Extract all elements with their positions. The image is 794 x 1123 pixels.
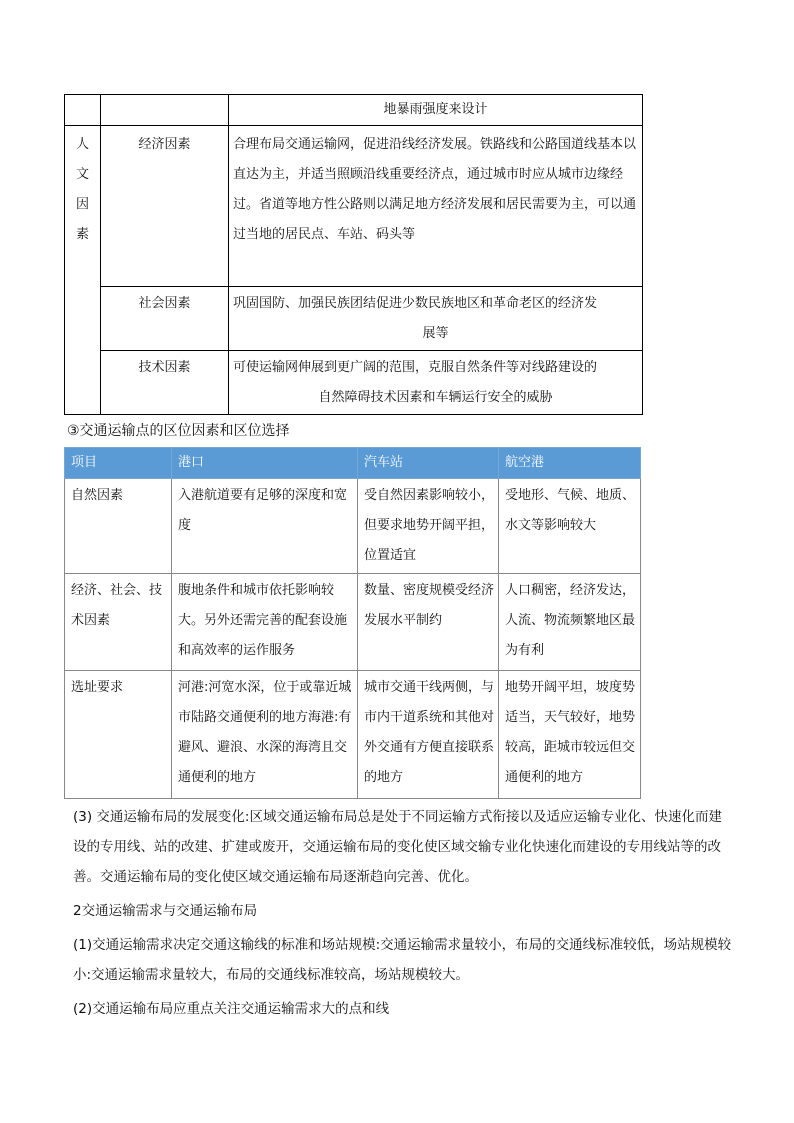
table-cell: 河港:河宽水深，位于或靠近城市陆路交通便利的地方海港:有避风、避浪、水深的海湾且交通便利的地方 — [172, 671, 358, 799]
table-cell: 入港航道要有足够的深度和宽度 — [172, 479, 358, 574]
table-cell: 自然因素 — [65, 479, 172, 574]
transport-point-location-table — [64, 447, 641, 799]
header-cell: 港口 — [172, 448, 358, 479]
transport-line-factors-table — [64, 94, 643, 415]
table-cell — [65, 95, 101, 126]
header-cell: 航空港 — [499, 448, 641, 479]
section-heading: 2交通运输需求与交通运输布局 — [73, 903, 258, 919]
table-cell: 地势开阔平坦，坡度势适当，天气较好，地势较高，距城市较远但交通便利的地方 — [499, 671, 641, 799]
factor-label: 技术因素 — [101, 351, 229, 415]
table-cell: 腹地条件和城市依托影响较大。另外还需完善的配套设施和高效率的运作服务 — [172, 574, 358, 671]
factor-text: 合理布局交通运输网，促进沿线经济发展。铁路线和公路国道线基本以直达为主，并适当照顾沿线重要经济点，通过城市时应从城市边缘经过。省道等地方性公路则以满足地方经济发展和居民需要为主，可以通过当地的居民点、车站、码头等 — [229, 126, 643, 287]
table-cell: 受自然因素影响较小，但要求地势开阔平担，位置适宜 — [358, 479, 499, 574]
table-cell: 选址要求 — [65, 671, 172, 799]
factor-label: 社会因素 — [101, 287, 229, 351]
factor-text: 可使运输网伸展到更广阔的范围，克服自然条件等对线路建设的 自然障碍技术因素和车辆运行安全的威胁 — [229, 351, 643, 415]
table-cell: 城市交通干线两侧，与市内干道系统和其他对外交通有方便直接联系的地方 — [358, 671, 499, 799]
table-cell: 经济、社会、技术因素 — [65, 574, 172, 671]
table-cell: 人口稠密，经济发达，人流、物流频繁地区最为有利 — [499, 574, 641, 671]
table-cell: 地暴雨强度来设计 — [229, 95, 643, 126]
table-cell: 数量、密度规模受经济发展水平制约 — [358, 574, 499, 671]
section-title: ③交通运输点的区位因素和区位选择 — [67, 423, 290, 439]
factor-label: 经济因素 — [101, 126, 229, 287]
header-cell: 项目 — [65, 448, 172, 479]
table-cell: 受地形、气候、地质、水文等影响较大 — [499, 479, 641, 574]
header-cell: 汽车站 — [358, 448, 499, 479]
factor-text: 巩固国防、加强民族团结促进少数民族地区和革命老区的经济发 展等 — [229, 287, 643, 351]
paragraph: (1)交通运输需求决定交通这输线的标准和场站规模:交通运输需求量较小，布局的交通线标准较低，场站规模较小:交通运输需求量较大，布局的交通线标准较高，场站规模较大。 — [73, 937, 732, 983]
group-label-cell: 人 文 因 素 — [65, 126, 101, 415]
paragraph: (2)交通运输布局应重点关注交通运输需求大的点和线 — [73, 1001, 390, 1017]
table-cell — [101, 95, 229, 126]
paragraph: (3) 交通运输布局的发展变化:区域交通运输布局总是处于不同运输方式衔接以及适应运输专业化、快速化而建设的专用线、站的改建、扩建或废开，交通运输布局的变化使区域交输专业化快速化而建设的专用线站等的改善。交通运输布局的变化使区域交通运输布局逐渐趋向完善、优化。 — [73, 809, 722, 885]
